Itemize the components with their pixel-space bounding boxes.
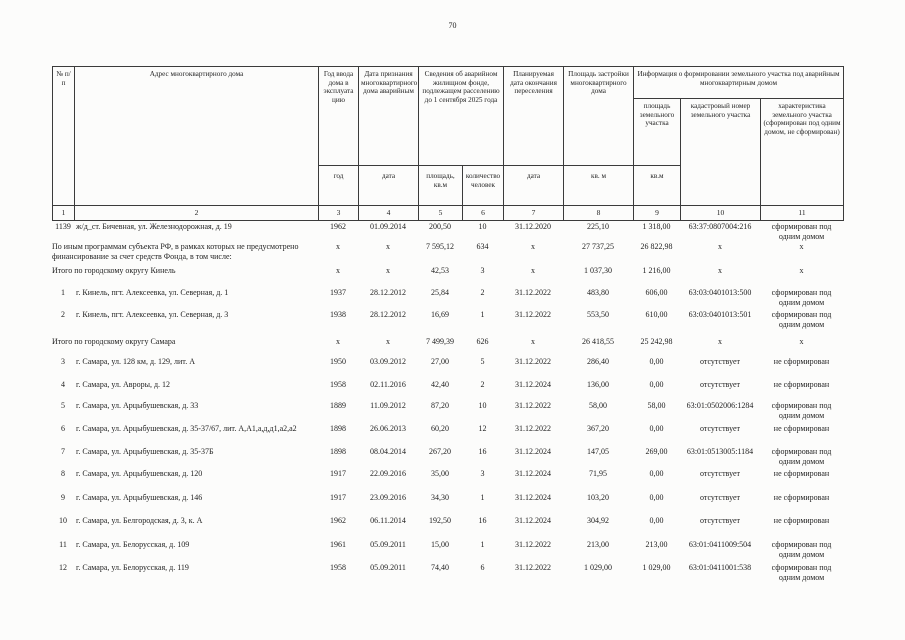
row-number: 11: [59, 540, 67, 549]
area-cell: 15,00: [431, 540, 449, 549]
emergency-date-cell: 02.11.2016: [370, 380, 406, 389]
cadastral-number-cell: отсутствует: [699, 380, 741, 389]
summary-row: [52, 264, 843, 286]
planned-date-cell: 31.12.2022: [515, 288, 551, 297]
summary-row: [52, 240, 843, 264]
built-area-cell: 26 418,55: [582, 337, 614, 346]
address-cell: г. Самара, ул. Арцыбушевская, д. 33: [76, 401, 199, 410]
unit-people: количество человек: [463, 166, 504, 206]
built-area-cell: 103,20: [587, 493, 609, 502]
people-cell: 634: [476, 242, 489, 251]
row-number: 9: [61, 493, 65, 502]
emergency-date-cell: 05.09.2011: [370, 563, 406, 572]
cadastral-number-cell: 63:37:0807004:216: [688, 222, 752, 231]
column-number: 4: [359, 206, 419, 221]
land-status-cell: сформирован под одним домом: [771, 401, 832, 420]
area-cell: 60,20: [431, 424, 449, 433]
year-cell: х: [336, 266, 340, 275]
address-cell: г. Самара, ул. Арцыбушевская, д. 35-37Б: [76, 447, 214, 456]
header-land-info: Информация о формировании земельного участка под аварийным многоквартирным домом: [634, 67, 844, 99]
column-number: 10: [681, 206, 761, 221]
people-cell: 1: [480, 540, 485, 549]
land-area-cell: 606,00: [645, 288, 668, 297]
cadastral-number-cell: отсутствует: [699, 424, 741, 433]
people-cell: 12: [478, 424, 487, 433]
land-status-cell: х: [799, 242, 804, 251]
planned-date-cell: 31.12.2020: [515, 222, 551, 231]
area-cell: 34,30: [431, 493, 449, 502]
table-row: [52, 514, 843, 538]
cadastral-number-cell: 63:01:0411009:504: [688, 540, 752, 549]
cadastral-number-cell: отсутствует: [699, 516, 741, 525]
built-area-cell: 1 037,30: [584, 266, 612, 275]
cadastral-number-cell: 63:01:0513005:1184: [686, 447, 754, 456]
header-built-area: Площадь застройки многоквартирного дома: [564, 67, 634, 166]
year-cell: х: [336, 242, 340, 251]
table-row: [52, 422, 843, 445]
header-land-area: площадь земельного участка: [634, 99, 681, 166]
year-cell: 1958: [330, 563, 346, 572]
planned-date-cell: х: [531, 266, 535, 275]
planned-date-cell: 31.12.2022: [515, 563, 551, 572]
year-cell: 1962: [330, 222, 346, 231]
area-cell: 200,50: [429, 222, 451, 231]
built-area-cell: 483,80: [587, 288, 609, 297]
area-cell: 267,20: [429, 447, 451, 456]
table-row: [52, 308, 843, 335]
row-number: 4: [61, 380, 65, 389]
planned-date-cell: 31.12.2022: [515, 424, 551, 433]
cadastral-number-cell: 63:01:0502006:1284: [686, 401, 754, 410]
people-cell: 3: [480, 469, 485, 478]
year-cell: 1938: [330, 310, 346, 319]
land-area-cell: 610,00: [645, 310, 668, 319]
people-cell: 6: [480, 563, 485, 572]
column-number: 11: [761, 206, 844, 221]
emergency-date-cell: х: [386, 242, 390, 251]
header-year: Год ввода дома в эксплуата цию: [319, 67, 359, 166]
planned-date-cell: 31.12.2024: [515, 380, 551, 389]
land-area-cell: 1 029,00: [642, 563, 671, 572]
people-cell: 2: [480, 288, 485, 297]
table-row: [52, 445, 843, 467]
built-area-cell: 225,10: [587, 222, 609, 231]
emergency-date-cell: 06.11.2014: [370, 516, 406, 525]
land-status-cell: сформирован под одним домом: [771, 563, 832, 582]
year-cell: 1898: [330, 424, 346, 433]
header-planned-date: Планируемая дата окончания переселения: [504, 67, 564, 166]
planned-date-cell: 31.12.2024: [515, 469, 551, 478]
land-status-cell: сформирован под одним домом: [771, 288, 832, 307]
year-cell: 1958: [330, 380, 346, 389]
unit-planned-date: дата: [504, 166, 564, 206]
built-area-cell: 1 029,00: [584, 563, 612, 572]
table-row: [52, 286, 843, 308]
people-cell: 16: [478, 516, 487, 525]
column-number: 7: [504, 206, 564, 221]
emergency-date-cell: х: [386, 266, 390, 275]
area-cell: 25,84: [431, 288, 449, 297]
people-cell: 16: [478, 447, 487, 456]
land-status-cell: не сформирован: [773, 357, 830, 366]
emergency-date-cell: 22.09.2016: [370, 469, 406, 478]
address-cell: г. Самара, ул. 128 км, д. 129, лит. А: [76, 357, 195, 366]
row-number: 12: [59, 563, 67, 572]
planned-date-cell: 31.12.2024: [515, 493, 551, 502]
table-row: [52, 355, 843, 378]
address-cell: г. Кинель, пгт. Алексеевка, ул. Северная, д. 1: [76, 288, 229, 297]
cadastral-number-cell: 63:03:0401013:500: [688, 288, 752, 297]
planned-date-cell: 31.12.2022: [515, 310, 551, 319]
cadastral-number-cell: отсутствует: [699, 493, 741, 502]
summary-label: По иным программам субъекта РФ, в рамках которых не предусмотрено финансирование за счет средств Фонда, в том числе:: [52, 242, 299, 261]
unit-land-area: кв.м: [634, 166, 681, 206]
table-row: [52, 561, 843, 591]
row-number: 7: [61, 447, 65, 456]
land-status-cell: не сформирован: [773, 380, 830, 389]
table-row: [52, 467, 843, 491]
address-cell: ж/д_ст. Бичевная, ул. Железнодорожная, д. 19: [76, 222, 232, 231]
cadastral-number-cell: отсутствует: [699, 357, 741, 366]
land-area-cell: 269,00: [645, 447, 668, 456]
row-number: 1139: [55, 222, 71, 231]
people-cell: 1: [480, 310, 485, 319]
emergency-date-cell: 28.12.2012: [370, 310, 406, 319]
land-status-cell: сформирован под одним домом: [771, 310, 832, 329]
table-row: [52, 399, 843, 422]
land-status-cell: сформирован под одним домом: [771, 222, 832, 241]
area-cell: 192,50: [429, 516, 451, 525]
planned-date-cell: х: [531, 242, 535, 251]
header-address: Адрес многоквартирного дома: [75, 67, 319, 206]
land-status-cell: х: [799, 337, 804, 346]
address-cell: г. Самара, ул. Белгородская, д. 3, к. А: [76, 516, 203, 525]
summary-row: [52, 335, 843, 355]
planned-date-cell: 31.12.2022: [515, 540, 551, 549]
planned-date-cell: 31.12.2022: [515, 357, 551, 366]
people-cell: 10: [478, 401, 487, 410]
address-cell: г. Самара, ул. Белорусская, д. 119: [76, 563, 189, 572]
unit-built-area: кв. м: [564, 166, 634, 206]
year-cell: 1937: [330, 288, 346, 297]
land-status-cell: сформирован под одним домом: [771, 447, 832, 466]
land-area-cell: 0,00: [649, 516, 664, 525]
area-cell: 35,00: [431, 469, 449, 478]
land-area-cell: 0,00: [649, 493, 664, 502]
address-cell: г. Самара, ул. Авроры, д. 12: [76, 380, 171, 389]
built-area-cell: 286,40: [587, 357, 609, 366]
emergency-date-cell: х: [386, 337, 390, 346]
land-status-cell: х: [799, 266, 804, 275]
year-cell: 1962: [330, 516, 346, 525]
people-cell: 626: [476, 337, 489, 346]
column-number: 6: [463, 206, 504, 221]
area-cell: 27,00: [431, 357, 449, 366]
column-number: 5: [419, 206, 463, 221]
built-area-cell: 304,92: [587, 516, 609, 525]
emergency-date-cell: 26.06.2013: [370, 424, 406, 433]
emergency-date-cell: 28.12.2012: [370, 288, 406, 297]
table-row: [52, 491, 843, 514]
land-status-cell: не сформирован: [773, 424, 830, 433]
row-number: 3: [61, 357, 65, 366]
area-cell: 42,40: [431, 380, 449, 389]
land-area-cell: 213,00: [645, 540, 668, 549]
land-area-cell: 0,00: [649, 424, 664, 433]
row-number: 6: [61, 424, 65, 433]
land-status-cell: не сформирован: [773, 516, 830, 525]
land-area-cell: 0,00: [649, 357, 664, 366]
cadastral-number-cell: х: [718, 266, 722, 275]
year-cell: 1917: [330, 493, 346, 502]
column-number: 9: [634, 206, 681, 221]
unit-date: дата: [359, 166, 419, 206]
planned-date-cell: х: [531, 337, 535, 346]
land-area-cell: 26 822,98: [640, 242, 673, 251]
people-cell: 3: [480, 266, 485, 275]
row-number: 8: [61, 469, 65, 478]
emergency-date-cell: 01.09.2014: [370, 222, 406, 231]
table-row: [52, 220, 843, 240]
cadastral-number-cell: 63:01:0411001:538: [688, 563, 752, 572]
built-area-cell: 27 737,25: [582, 242, 614, 251]
area-cell: 16,69: [431, 310, 449, 319]
unit-year: год: [319, 166, 359, 206]
year-cell: 1917: [330, 469, 346, 478]
emergency-date-cell: 08.04.2014: [370, 447, 406, 456]
emergency-date-cell: 03.09.2012: [370, 357, 406, 366]
table-row: [52, 538, 843, 561]
built-area-cell: 147,05: [587, 447, 609, 456]
built-area-cell: 136,00: [587, 380, 609, 389]
table-body: [52, 220, 843, 591]
built-area-cell: 553,50: [587, 310, 609, 319]
address-cell: г. Кинель, пгт. Алексеевка, ул. Северная, д. 3: [76, 310, 229, 319]
header-num: № п/п: [53, 67, 75, 206]
column-number: 1: [53, 206, 75, 221]
page-number: 70: [448, 21, 457, 30]
header-emergency-date: Дата признания многоквартирного дома аварийным: [359, 67, 419, 166]
row-number: 10: [59, 516, 67, 525]
cadastral-number-cell: 63:03:0401013:501: [688, 310, 752, 319]
unit-area: площадь, кв.м: [419, 166, 463, 206]
built-area-cell: 213,00: [587, 540, 609, 549]
address-cell: г. Самара, ул. Белорусская, д. 109: [76, 540, 190, 549]
cadastral-number-cell: отсутствует: [699, 469, 741, 478]
built-area-cell: 71,95: [589, 469, 607, 478]
row-number: 1: [61, 288, 65, 297]
area-cell: 74,40: [431, 563, 449, 572]
header-cadastral: кадастровый номер земельного участка: [681, 99, 761, 206]
column-number: 2: [75, 206, 319, 221]
row-number: 5: [61, 401, 65, 410]
land-area-cell: 0,00: [649, 380, 664, 389]
cadastral-number-cell: х: [718, 337, 722, 346]
area-cell: 7 499,39: [426, 337, 454, 346]
emergency-date-cell: 23.09.2016: [370, 493, 406, 502]
land-area-cell: 0,00: [649, 469, 664, 478]
header-fund: Сведения об аварийном жилищном фонде, подлежащем расселению до 1 сентября 2025 года: [419, 67, 504, 166]
land-area-cell: 1 318,00: [642, 222, 671, 231]
area-cell: 42,53: [431, 266, 449, 275]
planned-date-cell: 31.12.2024: [515, 516, 551, 525]
people-cell: 5: [480, 357, 485, 366]
column-number: 3: [319, 206, 359, 221]
emergency-date-cell: 11.09.2012: [370, 401, 406, 410]
planned-date-cell: 31.12.2022: [515, 401, 551, 410]
cadastral-number-cell: х: [718, 242, 722, 251]
column-number: 8: [564, 206, 634, 221]
year-cell: х: [336, 337, 340, 346]
land-status-cell: сформирован под одним домом: [771, 540, 832, 559]
land-area-cell: 1 216,00: [642, 266, 671, 275]
planned-date-cell: 31.12.2024: [515, 447, 551, 456]
people-cell: 2: [480, 380, 485, 389]
emergency-date-cell: 05.09.2011: [370, 540, 406, 549]
address-cell: г. Самара, ул. Арцыбушевская, д. 120: [76, 469, 203, 478]
row-number: 2: [61, 310, 65, 319]
year-cell: 1950: [330, 357, 346, 366]
land-status-cell: не сформирован: [773, 493, 830, 502]
address-cell: г. Самара, ул. Арцыбушевская, д. 146: [76, 493, 203, 502]
land-status-cell: не сформирован: [773, 469, 830, 478]
table-header: [52, 66, 844, 221]
people-cell: 1: [480, 493, 485, 502]
address-cell: г. Самара, ул. Арцыбушевская, д. 35-37/67, лит. А,А1,а,д,д1,а2,а2: [76, 424, 297, 433]
area-cell: 87,20: [431, 401, 449, 410]
summary-label: Итого по городскому округу Самара: [52, 337, 176, 346]
summary-label: Итого по городскому округу Кинель: [52, 266, 176, 275]
year-cell: 1898: [330, 447, 346, 456]
table-row: [52, 378, 843, 399]
built-area-cell: 58,00: [589, 401, 607, 410]
area-cell: 7 595,12: [426, 242, 454, 251]
land-area-cell: 25 242,98: [640, 337, 673, 346]
header-land-status: характеристика земельного участка (сформирован под одним домом, не сформирован): [761, 99, 844, 206]
year-cell: 1961: [330, 540, 346, 549]
year-cell: 1889: [330, 401, 346, 410]
land-area-cell: 58,00: [647, 401, 666, 410]
built-area-cell: 367,20: [587, 424, 609, 433]
people-cell: 10: [478, 222, 487, 231]
